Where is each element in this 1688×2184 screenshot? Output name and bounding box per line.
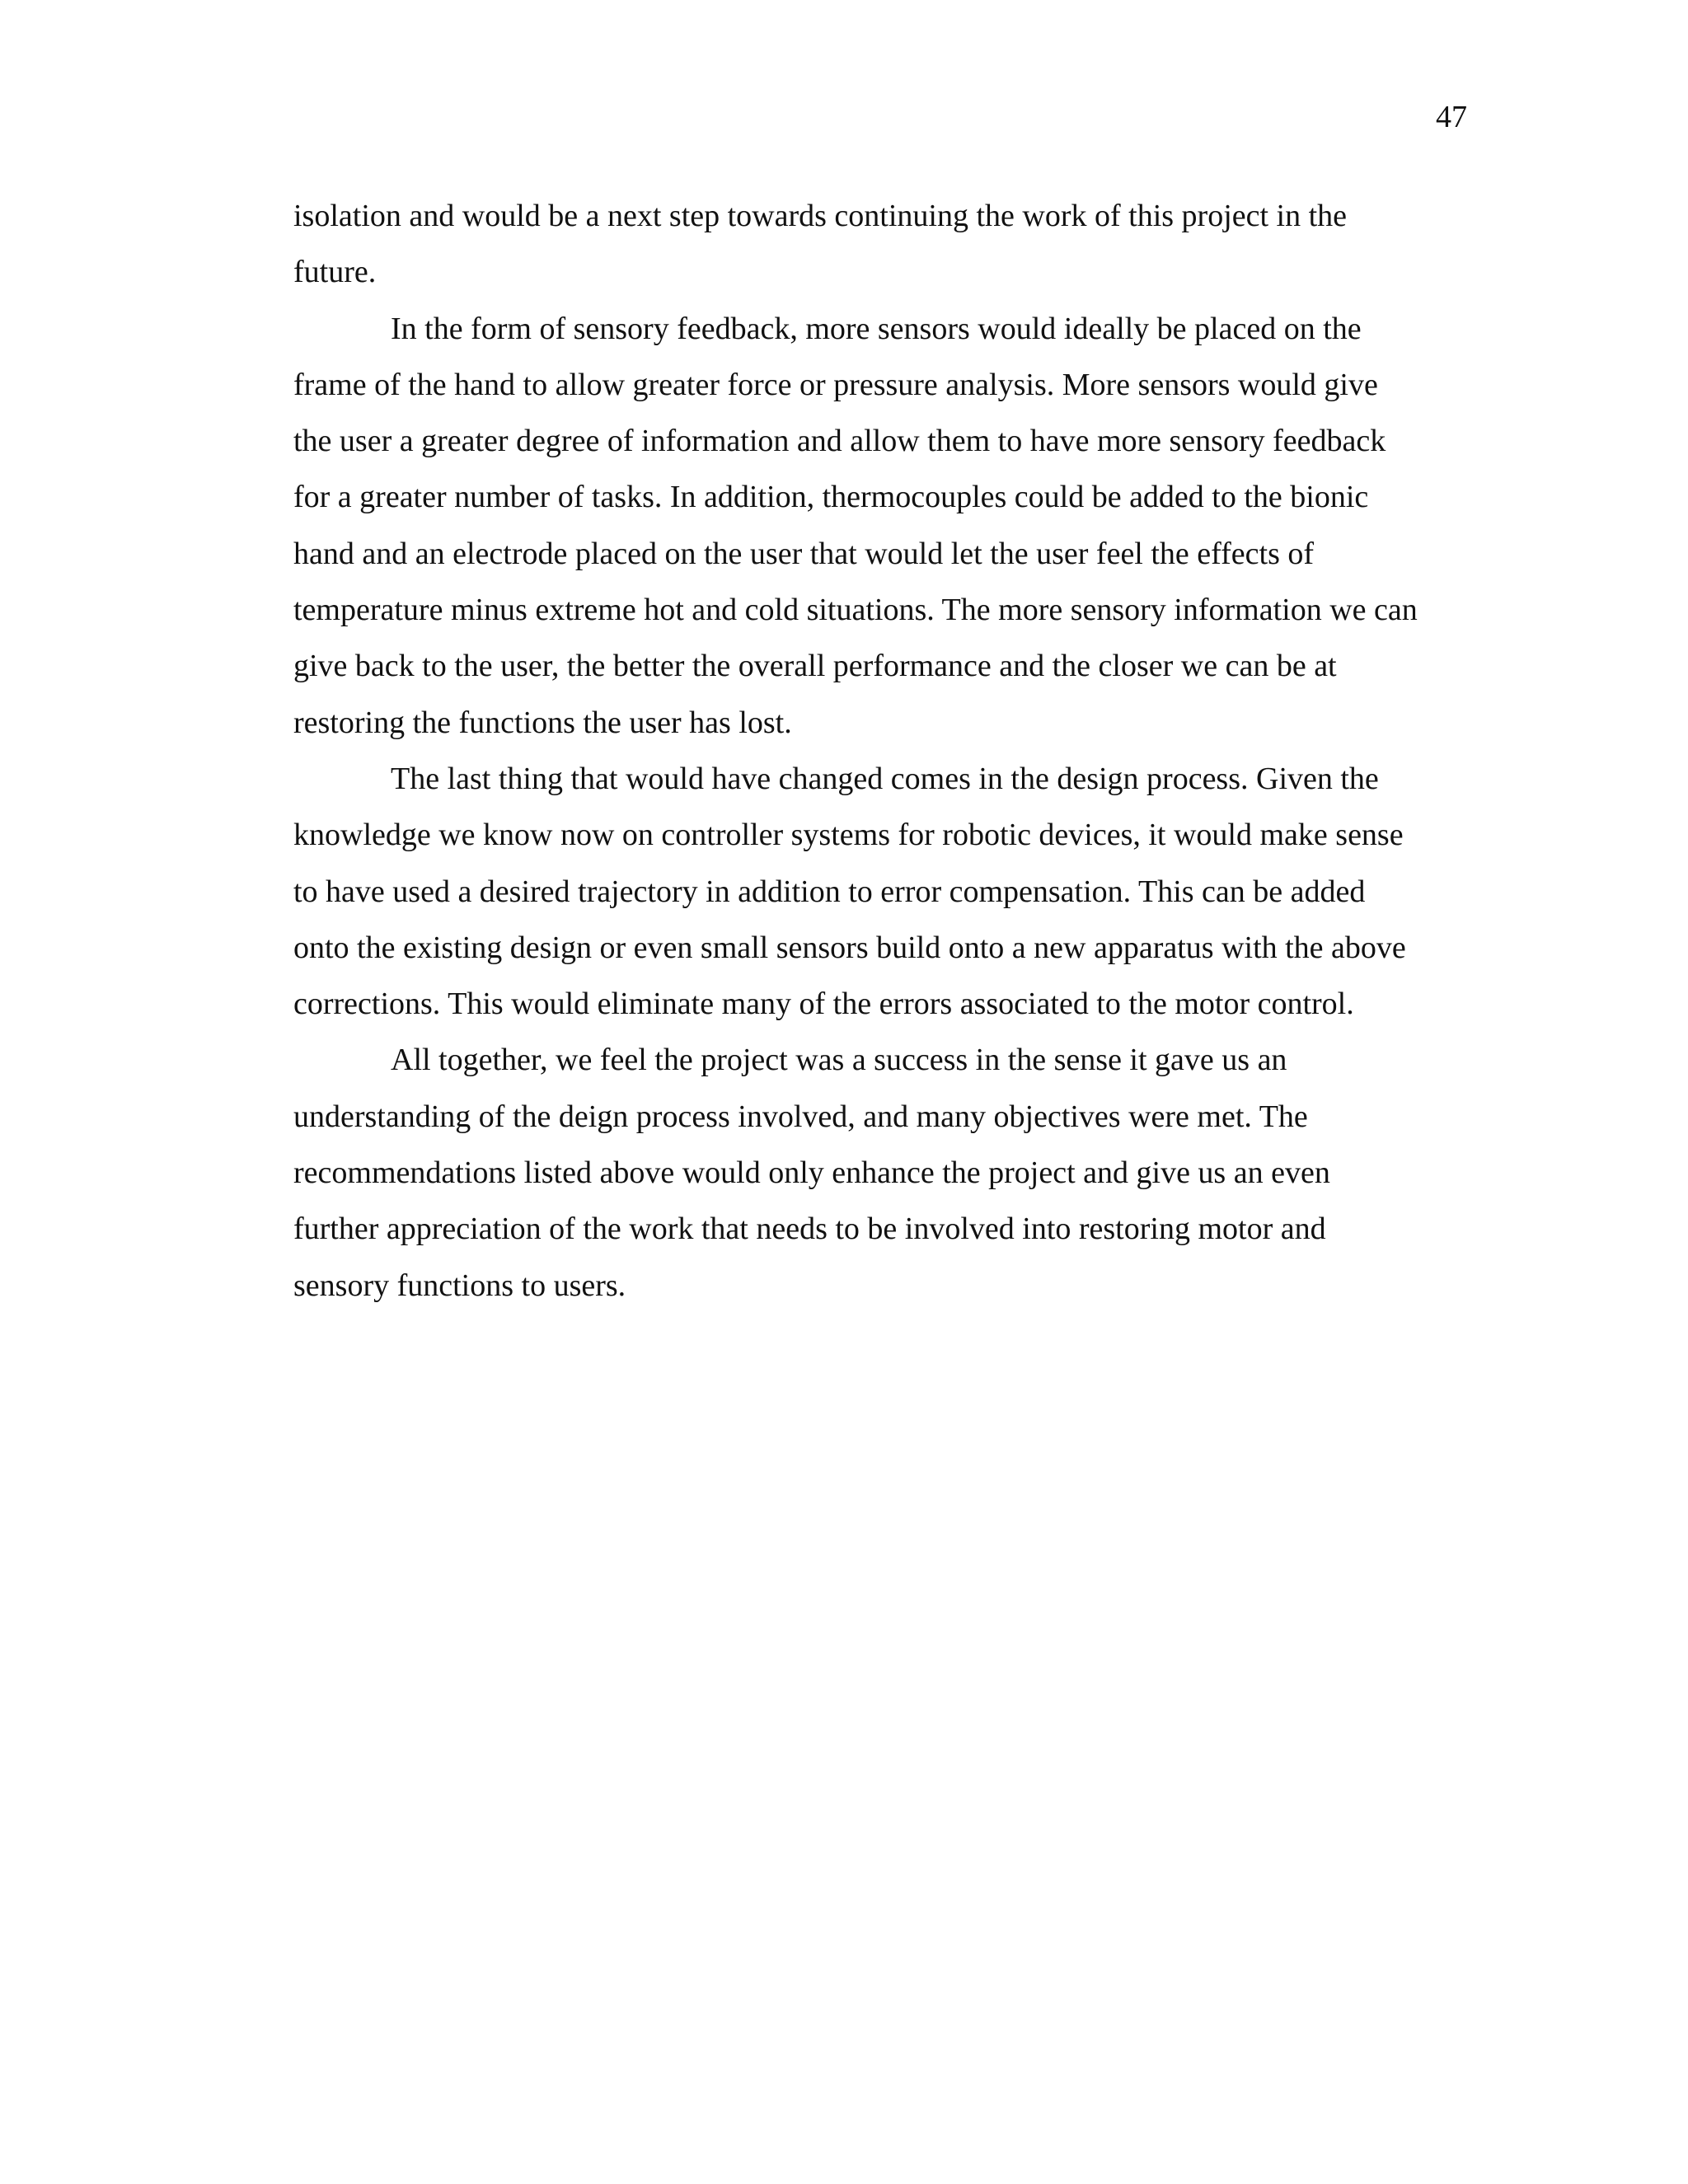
text-line: restoring the functions the user has lost. xyxy=(293,705,792,740)
text-line: recommendations listed above would only enhance the project and give us an even xyxy=(293,1155,1330,1191)
body-text xyxy=(293,193,1479,1319)
text-line: for a greater number of tasks. In addition, thermocouples could be added to the bionic xyxy=(293,480,1369,515)
text-line: the user a greater degree of information and allow them to have more sensory feedback xyxy=(293,424,1386,459)
text-line: to have used a desired trajectory in addition to error compensation. This can be added xyxy=(293,874,1366,909)
paragraph-first-line: In the form of sensory feedback, more sensors would ideally be placed on the xyxy=(391,311,1362,346)
text-line: hand and an electrode placed on the user that would let the user feel the effects of xyxy=(293,536,1315,571)
paragraph-first-line: All together, we feel the project was a success in the sense it gave us an xyxy=(391,1043,1287,1078)
text-line: give back to the user, the better the overall performance and the closer we can be at xyxy=(293,649,1337,684)
text-line: onto the existing design or even small sensors build onto a new apparatus with the above xyxy=(293,930,1406,965)
text-line: further appreciation of the work that needs to be involved into restoring motor and xyxy=(293,1212,1326,1247)
text-line: temperature minus extreme hot and cold situations. The more sensory information we can xyxy=(293,593,1418,628)
text-line: sensory functions to users. xyxy=(293,1268,626,1303)
page-number: 47 xyxy=(1436,100,1467,134)
text-line: isolation and would be a next step towards continuing the work of this project in the xyxy=(293,199,1348,233)
text-line: knowledge we know now on controller systems for robotic devices, it would make sense xyxy=(293,818,1404,853)
paragraph-first-line: The last thing that would have changed comes in the design process. Given the xyxy=(391,761,1379,796)
text-line: future. xyxy=(293,255,377,290)
text-line: understanding of the deign process involved, and many objectives were met. The xyxy=(293,1099,1308,1134)
text-line: corrections. This would eliminate many of the errors associated to the motor control. xyxy=(293,987,1354,1022)
text-line: frame of the hand to allow greater force or pressure analysis. More sensors would give xyxy=(293,367,1378,402)
